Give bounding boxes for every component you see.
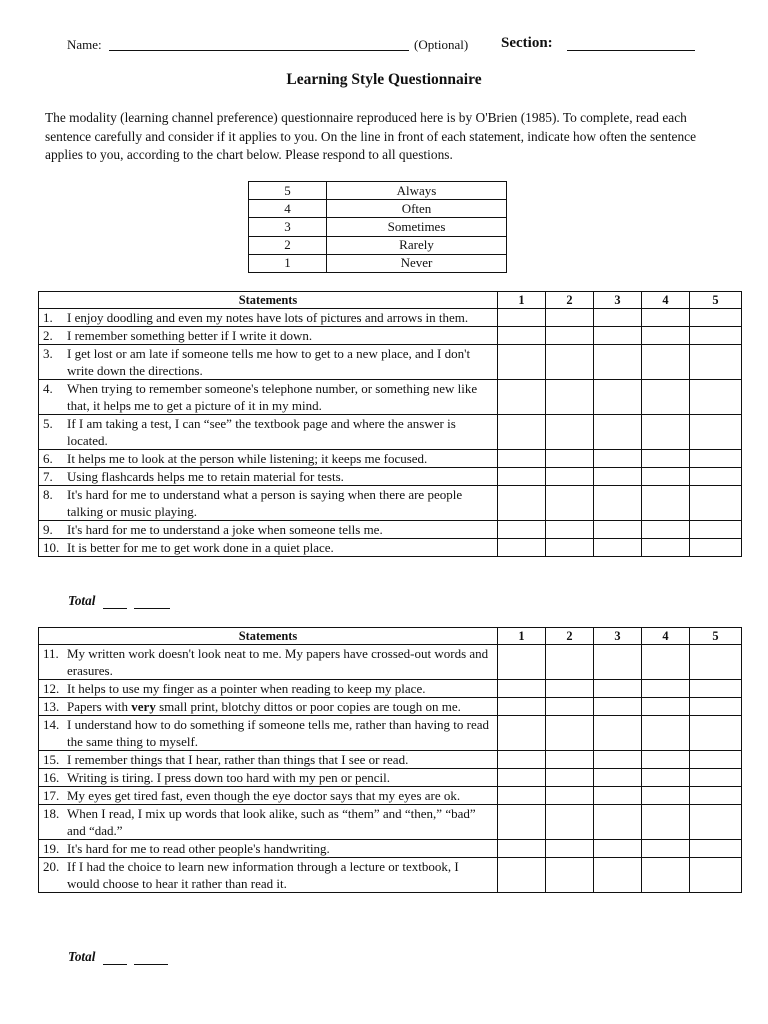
rating-cell-1[interactable] <box>498 840 546 858</box>
rating-cell-1[interactable] <box>498 698 546 716</box>
statement-number: 4. <box>43 381 53 396</box>
rating-cell-2[interactable] <box>546 840 594 858</box>
rating-cell-4[interactable] <box>642 805 690 840</box>
rating-cell-3[interactable] <box>594 680 642 698</box>
rating-cell-1[interactable] <box>498 805 546 840</box>
intro-paragraph: The modality (learning channel preference) questionnaire reproduced here is by O'Brien (1985). To complete, read each sentence carefully and consider if it applies to you. On the line in front of each statement, indicate how often the sentence applies to you, according to the chart below. Please respond to all questions. <box>45 110 697 162</box>
rating-cell-1[interactable] <box>498 415 546 450</box>
column-header-4: 4 <box>642 292 690 309</box>
statement-cell <box>39 327 498 345</box>
statement-cell <box>39 415 498 450</box>
frequency-row <box>249 218 507 236</box>
rating-cell-1[interactable] <box>498 486 546 521</box>
statement-number: 17. <box>43 788 60 803</box>
rating-cell-3[interactable] <box>594 769 642 787</box>
column-header-4: 4 <box>642 628 690 645</box>
statement-text: It is better for me to get work done in a quiet place. <box>67 540 334 555</box>
total-blank-2a[interactable] <box>103 952 127 965</box>
frequency-label: Never <box>327 254 507 272</box>
column-header-2: 2 <box>546 628 594 645</box>
statement-row <box>39 840 742 858</box>
statement-row <box>39 858 742 893</box>
statement-cell <box>39 645 498 680</box>
header-row <box>67 35 707 55</box>
statement-text: Papers with very small print, blotchy dittos or poor copies are tough on me. <box>67 699 461 714</box>
statements-table-1 <box>38 291 742 557</box>
rating-cell-3[interactable] <box>594 521 642 539</box>
statement-cell <box>39 486 498 521</box>
statement-row <box>39 769 742 787</box>
statement-number: 12. <box>43 681 60 696</box>
rating-cell-2[interactable] <box>546 521 594 539</box>
rating-cell-5[interactable] <box>690 468 742 486</box>
rating-cell-1[interactable] <box>498 645 546 680</box>
statement-cell <box>39 751 498 769</box>
statement-text: I get lost or am late if someone tells me how to get to a new place, and I don't write down the directions. <box>67 346 471 378</box>
statement-row <box>39 521 742 539</box>
rating-cell-4[interactable] <box>642 521 690 539</box>
rating-cell-5[interactable] <box>690 327 742 345</box>
rating-cell-3[interactable] <box>594 716 642 751</box>
statement-cell <box>39 450 498 468</box>
rating-cell-2[interactable] <box>546 716 594 751</box>
rating-cell-1[interactable] <box>498 769 546 787</box>
rating-cell-4[interactable] <box>642 751 690 769</box>
column-header-1: 1 <box>498 628 546 645</box>
rating-cell-5[interactable] <box>690 415 742 450</box>
statement-cell <box>39 468 498 486</box>
frequency-value: 1 <box>249 254 327 272</box>
rating-cell-1[interactable] <box>498 787 546 805</box>
rating-cell-5[interactable] <box>690 698 742 716</box>
statement-number: 20. <box>43 859 60 874</box>
rating-cell-5[interactable] <box>690 380 742 415</box>
frequency-row <box>249 200 507 218</box>
statement-text: If I am taking a test, I can “see” the textbook page and where the answer is located. <box>67 416 456 448</box>
statement-cell <box>39 787 498 805</box>
rating-cell-2[interactable] <box>546 450 594 468</box>
rating-cell-4[interactable] <box>642 345 690 380</box>
statement-cell <box>39 698 498 716</box>
rating-cell-4[interactable] <box>642 645 690 680</box>
statement-row <box>39 468 742 486</box>
name-label: Name: <box>67 37 102 52</box>
rating-cell-3[interactable] <box>594 450 642 468</box>
column-header-3: 3 <box>594 628 642 645</box>
statement-number: 2. <box>43 328 53 343</box>
rating-cell-5[interactable] <box>690 645 742 680</box>
rating-cell-4[interactable] <box>642 486 690 521</box>
frequency-value: 5 <box>249 182 327 200</box>
rating-cell-2[interactable] <box>546 468 594 486</box>
statement-cell <box>39 840 498 858</box>
rating-cell-3[interactable] <box>594 539 642 557</box>
statement-text: I understand how to do something if someone tells me, rather than having to read the same thing to myself. <box>67 717 490 749</box>
statement-number: 16. <box>43 770 60 785</box>
statement-text: I enjoy doodling and even my notes have lots of pictures and arrows in them. <box>67 310 469 325</box>
statement-cell <box>39 858 498 893</box>
rating-cell-2[interactable] <box>546 858 594 893</box>
rating-cell-2[interactable] <box>546 345 594 380</box>
statement-number: 1. <box>43 310 53 325</box>
column-header-5: 5 <box>690 628 742 645</box>
frequency-label: Sometimes <box>327 218 507 236</box>
statement-row <box>39 380 742 415</box>
statement-cell <box>39 345 498 380</box>
statement-text: It helps me to look at the person while listening; it keeps me focused. <box>67 451 428 466</box>
statement-text: It's hard for me to understand what a person is saying when there are people talking or music playing. <box>67 487 463 519</box>
statement-text: When I read, I mix up words that look alike, such as “them” and “then,” “bad” and “dad.” <box>67 806 476 838</box>
rating-cell-4[interactable] <box>642 858 690 893</box>
frequency-value: 3 <box>249 218 327 236</box>
statement-row <box>39 327 742 345</box>
rating-cell-3[interactable] <box>594 345 642 380</box>
statement-number: 6. <box>43 451 53 466</box>
rating-cell-1[interactable] <box>498 539 546 557</box>
rating-cell-2[interactable] <box>546 645 594 680</box>
rating-cell-5[interactable] <box>690 309 742 327</box>
rating-cell-5[interactable] <box>690 840 742 858</box>
rating-cell-1[interactable] <box>498 345 546 380</box>
rating-cell-3[interactable] <box>594 415 642 450</box>
frequency-scale-table <box>248 181 507 273</box>
statement-text: Using flashcards helps me to retain material for tests. <box>67 469 344 484</box>
rating-cell-2[interactable] <box>546 539 594 557</box>
statements-table-2 <box>38 627 742 893</box>
rating-cell-4[interactable] <box>642 698 690 716</box>
statement-row <box>39 345 742 380</box>
statement-number: 3. <box>43 346 53 361</box>
rating-cell-5[interactable] <box>690 486 742 521</box>
rating-cell-3[interactable] <box>594 805 642 840</box>
rating-cell-4[interactable] <box>642 468 690 486</box>
statement-row <box>39 486 742 521</box>
rating-cell-3[interactable] <box>594 751 642 769</box>
rating-cell-3[interactable] <box>594 858 642 893</box>
frequency-value: 2 <box>249 236 327 254</box>
rating-cell-1[interactable] <box>498 450 546 468</box>
column-header-1: 1 <box>498 292 546 309</box>
statement-number: 10. <box>43 540 60 555</box>
statement-text: Writing is tiring. I press down too hard with my pen or pencil. <box>67 770 390 785</box>
statement-row <box>39 751 742 769</box>
rating-cell-4[interactable] <box>642 450 690 468</box>
rating-cell-4[interactable] <box>642 415 690 450</box>
rating-cell-2[interactable] <box>546 769 594 787</box>
rating-cell-2[interactable] <box>546 805 594 840</box>
rating-cell-3[interactable] <box>594 380 642 415</box>
rating-cell-1[interactable] <box>498 680 546 698</box>
rating-cell-5[interactable] <box>690 769 742 787</box>
statement-cell <box>39 309 498 327</box>
frequency-value: 4 <box>249 200 327 218</box>
total-line-2 <box>68 949 168 965</box>
statement-text: When trying to remember someone's telephone number, or something new like that, it helps me to get a picture of it in my mind. <box>67 381 478 413</box>
statement-text: My eyes get tired fast, even though the eye doctor says that my eyes are ok. <box>67 788 461 803</box>
rating-cell-3[interactable] <box>594 468 642 486</box>
total-label-1: Total <box>68 593 96 608</box>
rating-cell-4[interactable] <box>642 309 690 327</box>
rating-cell-4[interactable] <box>642 787 690 805</box>
statement-cell <box>39 521 498 539</box>
statements-header: Statements <box>39 292 498 309</box>
total-blank-1a[interactable] <box>103 596 127 609</box>
rating-cell-1[interactable] <box>498 327 546 345</box>
statement-text: It helps to use my finger as a pointer when reading to keep my place. <box>67 681 426 696</box>
frequency-label: Rarely <box>327 236 507 254</box>
statement-row <box>39 680 742 698</box>
statement-number: 9. <box>43 522 53 537</box>
statement-row <box>39 450 742 468</box>
rating-cell-5[interactable] <box>690 787 742 805</box>
rating-cell-2[interactable] <box>546 486 594 521</box>
statement-row <box>39 805 742 840</box>
statement-row <box>39 645 742 680</box>
statement-cell <box>39 805 498 840</box>
rating-cell-4[interactable] <box>642 769 690 787</box>
rating-cell-1[interactable] <box>498 751 546 769</box>
rating-cell-4[interactable] <box>642 680 690 698</box>
frequency-label: Always <box>327 182 507 200</box>
statement-number: 7. <box>43 469 53 484</box>
rating-cell-1[interactable] <box>498 380 546 415</box>
statement-text: I remember things that I hear, rather than things that I see or read. <box>67 752 409 767</box>
rating-cell-3[interactable] <box>594 486 642 521</box>
rating-cell-5[interactable] <box>690 539 742 557</box>
rating-cell-2[interactable] <box>546 415 594 450</box>
total-blank-1b[interactable] <box>134 596 170 609</box>
statements-header: Statements <box>39 628 498 645</box>
statement-number: 11. <box>43 646 59 661</box>
rating-cell-5[interactable] <box>690 716 742 751</box>
statement-text: It's hard for me to understand a joke when someone tells me. <box>67 522 383 537</box>
column-header-2: 2 <box>546 292 594 309</box>
rating-cell-5[interactable] <box>690 680 742 698</box>
statement-number: 8. <box>43 487 53 502</box>
frequency-label: Often <box>327 200 507 218</box>
rating-cell-5[interactable] <box>690 450 742 468</box>
rating-cell-2[interactable] <box>546 680 594 698</box>
statement-cell <box>39 716 498 751</box>
statement-number: 18. <box>43 806 60 821</box>
statement-row <box>39 539 742 557</box>
statement-text: It's hard for me to read other people's handwriting. <box>67 841 330 856</box>
frequency-row <box>249 236 507 254</box>
rating-cell-4[interactable] <box>642 539 690 557</box>
statement-number: 14. <box>43 717 60 732</box>
statement-number: 19. <box>43 841 60 856</box>
rating-cell-1[interactable] <box>498 309 546 327</box>
frequency-row <box>249 182 507 200</box>
rating-cell-4[interactable] <box>642 840 690 858</box>
section-field-line[interactable] <box>567 50 695 51</box>
rating-cell-1[interactable] <box>498 521 546 539</box>
rating-cell-1[interactable] <box>498 468 546 486</box>
name-field-line[interactable] <box>109 50 409 51</box>
page-title: Learning Style Questionnaire <box>286 71 482 88</box>
rating-cell-2[interactable] <box>546 327 594 345</box>
statement-cell <box>39 380 498 415</box>
rating-cell-4[interactable] <box>642 380 690 415</box>
rating-cell-3[interactable] <box>594 787 642 805</box>
statement-row <box>39 787 742 805</box>
statement-number: 5. <box>43 416 53 431</box>
total-line-1 <box>68 593 170 609</box>
rating-cell-4[interactable] <box>642 327 690 345</box>
rating-cell-3[interactable] <box>594 840 642 858</box>
rating-cell-4[interactable] <box>642 716 690 751</box>
statement-text: I remember something better if I write it down. <box>67 328 313 343</box>
rating-cell-3[interactable] <box>594 645 642 680</box>
frequency-row <box>249 254 507 272</box>
rating-cell-5[interactable] <box>690 805 742 840</box>
rating-cell-3[interactable] <box>594 327 642 345</box>
rating-cell-1[interactable] <box>498 858 546 893</box>
total-label-2: Total <box>68 949 96 964</box>
statement-number: 15. <box>43 752 60 767</box>
statement-row <box>39 698 742 716</box>
statement-text: If I had the choice to learn new information through a lecture or textbook, I would choose to hear it rather than read it. <box>67 859 459 891</box>
statement-row <box>39 309 742 327</box>
statement-cell <box>39 539 498 557</box>
statement-cell <box>39 680 498 698</box>
statement-row <box>39 716 742 751</box>
emphasis-very: very <box>131 699 156 714</box>
rating-cell-1[interactable] <box>498 716 546 751</box>
total-blank-2b[interactable] <box>134 952 168 965</box>
statement-text: My written work doesn't look neat to me. My papers have crossed-out words and erasures. <box>67 646 489 678</box>
rating-cell-2[interactable] <box>546 787 594 805</box>
rating-cell-2[interactable] <box>546 751 594 769</box>
column-header-5: 5 <box>690 292 742 309</box>
rating-cell-2[interactable] <box>546 380 594 415</box>
rating-cell-5[interactable] <box>690 345 742 380</box>
rating-cell-5[interactable] <box>690 858 742 893</box>
section-label: Section: <box>501 35 553 51</box>
rating-cell-2[interactable] <box>546 698 594 716</box>
rating-cell-3[interactable] <box>594 698 642 716</box>
rating-cell-5[interactable] <box>690 521 742 539</box>
rating-cell-5[interactable] <box>690 751 742 769</box>
statement-number: 13. <box>43 699 60 714</box>
optional-label: (Optional) <box>414 37 469 52</box>
statement-row <box>39 415 742 450</box>
column-header-3: 3 <box>594 292 642 309</box>
statement-cell <box>39 769 498 787</box>
rating-cell-2[interactable] <box>546 309 594 327</box>
rating-cell-3[interactable] <box>594 309 642 327</box>
